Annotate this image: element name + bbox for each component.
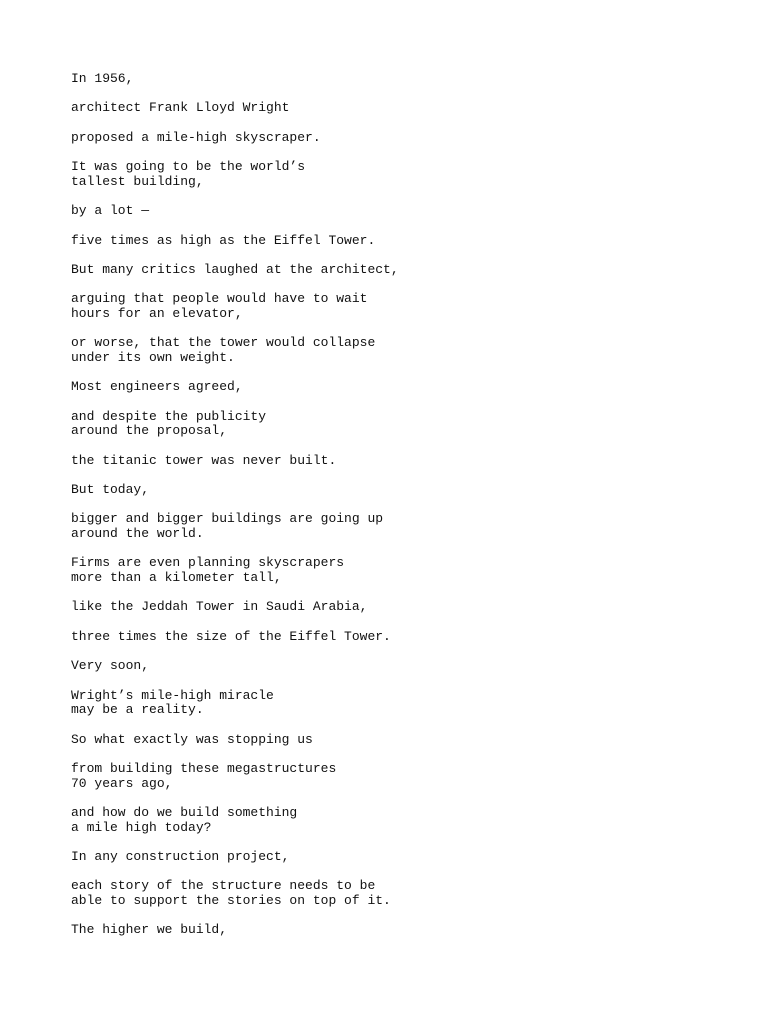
transcript-line: Firms are even planning skyscrapers [71, 555, 345, 571]
transcript-line: from building these megastructures [71, 760, 337, 776]
transcript-paragraph [71, 806, 711, 835]
transcript-paragraph [71, 483, 711, 498]
transcript-paragraph [71, 263, 711, 278]
transcript-paragraph [71, 556, 711, 585]
transcript-paragraph [71, 512, 711, 541]
transcript-line: proposed a mile-high skyscraper. [71, 129, 321, 145]
transcript-paragraph [71, 72, 711, 87]
transcript-paragraph [71, 733, 711, 748]
transcript-line: able to support the stories on top of it. [71, 892, 391, 908]
transcript-line: Most engineers agreed, [71, 379, 243, 395]
transcript-line: or worse, that the tower would collapse [71, 335, 376, 351]
transcript-paragraph [71, 160, 711, 189]
transcript-line: three times the size of the Eiffel Tower. [71, 628, 391, 644]
transcript-line: each story of the structure needs to be [71, 878, 376, 894]
transcript-paragraph [71, 204, 711, 219]
transcript-line: It was going to be the world’s [71, 159, 306, 175]
transcript-paragraph [71, 762, 711, 791]
transcript-line: may be a reality. [71, 702, 204, 718]
transcript-paragraph [71, 850, 711, 865]
transcript-paragraph [71, 689, 711, 718]
transcript-paragraph [71, 454, 711, 469]
transcript-line: tallest building, [71, 173, 204, 189]
transcript-paragraph [71, 659, 711, 674]
transcript-paragraph [71, 380, 711, 395]
transcript-paragraph [71, 879, 711, 908]
transcript-line: around the proposal, [71, 423, 228, 439]
transcript-line: around the world. [71, 526, 204, 542]
transcript-line: Very soon, [71, 658, 150, 674]
transcript-line: hours for an elevator, [71, 305, 243, 321]
transcript-line: But today, [71, 482, 150, 498]
transcript-paragraph [71, 336, 711, 365]
transcript-line: In 1956, [71, 71, 134, 86]
transcript-line: Wright’s mile-high miracle [71, 687, 274, 703]
transcript-line: The higher we build, [71, 922, 228, 938]
transcript-line: But many critics laughed at the architect, [71, 261, 399, 277]
transcript-paragraph [71, 410, 711, 439]
transcript-line: five times as high as the Eiffel Tower. [71, 232, 376, 248]
transcript-paragraph [71, 234, 711, 249]
transcript-line: 70 years ago, [71, 775, 173, 791]
transcript-line: and despite the publicity [71, 408, 267, 424]
transcript-line: more than a kilometer tall, [71, 570, 282, 586]
transcript-paragraph [71, 101, 711, 116]
transcript-paragraph [71, 923, 711, 938]
transcript-line: arguing that people would have to wait [71, 291, 368, 307]
transcript-line: a mile high today? [71, 819, 212, 835]
transcript-line: bigger and bigger buildings are going up [71, 511, 384, 527]
transcript-line: like the Jeddah Tower in Saudi Arabia, [71, 599, 368, 615]
transcript-line: In any construction project, [71, 848, 290, 864]
transcript-line: So what exactly was stopping us [71, 731, 313, 747]
transcript-line: the titanic tower was never built. [71, 452, 337, 468]
transcript-line: under its own weight. [71, 349, 235, 365]
transcript-line: and how do we build something [71, 804, 298, 820]
transcript-line: architect Frank Lloyd Wright [71, 100, 290, 116]
transcript-paragraph [71, 600, 711, 615]
transcript-line: by a lot — [71, 203, 150, 219]
transcript-paragraph [71, 292, 711, 321]
transcript-paragraph [71, 131, 711, 146]
transcript-text [71, 72, 711, 953]
transcript-paragraph [71, 630, 711, 645]
